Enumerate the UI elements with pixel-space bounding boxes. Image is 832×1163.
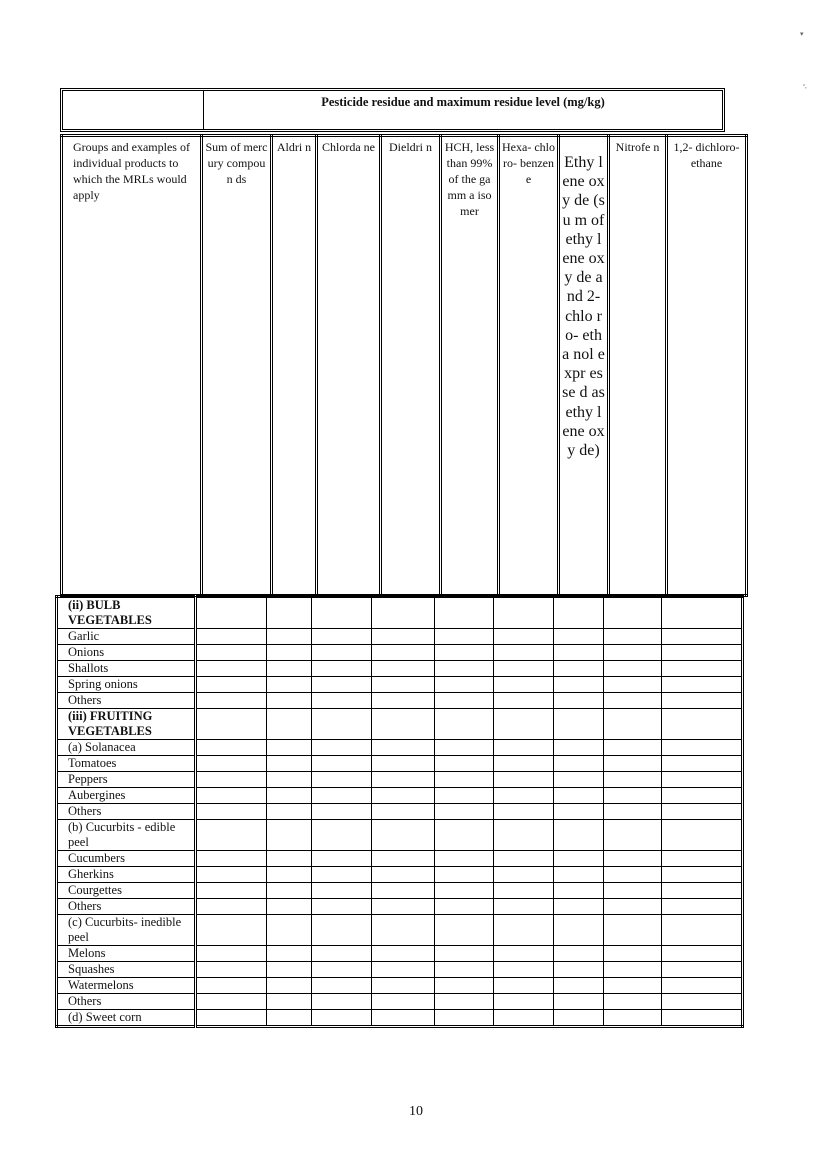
product-label: Gherkins <box>57 867 196 883</box>
residue-cell <box>267 661 312 677</box>
residue-cell <box>604 978 662 994</box>
residue-cell <box>662 740 743 756</box>
residue-cell <box>267 851 312 867</box>
table-row <box>57 978 743 994</box>
residue-cell <box>312 740 372 756</box>
residue-cell <box>267 946 312 962</box>
product-label: (b) Cucurbits - edible peel <box>57 820 196 851</box>
residue-cell <box>312 804 372 820</box>
residue-cell <box>435 645 494 661</box>
residue-cell <box>494 661 554 677</box>
residue-cell <box>372 709 435 740</box>
residue-cell <box>554 597 604 629</box>
residue-cell <box>604 740 662 756</box>
residue-cell <box>267 709 312 740</box>
table-row <box>57 709 743 740</box>
residue-cell <box>196 693 267 709</box>
residue-cell <box>312 867 372 883</box>
residue-cell <box>196 899 267 915</box>
residue-cell <box>662 867 743 883</box>
residue-cell <box>554 1010 604 1027</box>
table-row <box>57 740 743 756</box>
residue-cell <box>662 693 743 709</box>
residue-cell <box>196 820 267 851</box>
residue-cell <box>267 804 312 820</box>
residue-cell <box>662 756 743 772</box>
residue-cell <box>662 883 743 899</box>
residue-cell <box>372 820 435 851</box>
product-label: Others <box>57 693 196 709</box>
product-label: Others <box>57 899 196 915</box>
residue-cell <box>554 899 604 915</box>
residue-cell <box>662 978 743 994</box>
residue-cell <box>604 597 662 629</box>
residue-cell <box>435 899 494 915</box>
residue-cell <box>267 1010 312 1027</box>
residue-cell <box>494 962 554 978</box>
residue-cell <box>662 899 743 915</box>
table-row <box>57 851 743 867</box>
residue-cell <box>494 946 554 962</box>
residue-cell <box>196 788 267 804</box>
residue-cell <box>662 804 743 820</box>
residue-cell <box>494 804 554 820</box>
product-label: (d) Sweet corn <box>57 1010 196 1027</box>
residue-cell <box>196 851 267 867</box>
residue-cell <box>662 661 743 677</box>
residue-cell <box>196 756 267 772</box>
residue-cell <box>312 915 372 946</box>
table-row <box>57 629 743 645</box>
residue-cell <box>604 883 662 899</box>
residue-cell <box>554 851 604 867</box>
residue-cell <box>196 883 267 899</box>
residue-cell <box>196 629 267 645</box>
residue-cell <box>662 677 743 693</box>
residue-cell <box>435 709 494 740</box>
residue-cell <box>662 597 743 629</box>
residue-cell <box>604 629 662 645</box>
residue-cell <box>494 597 554 629</box>
column-header-groups: Groups and examples of individual products to which the MRLs would apply <box>62 136 202 596</box>
residue-cell <box>435 772 494 788</box>
residue-cell <box>372 629 435 645</box>
residue-cell <box>372 915 435 946</box>
residue-cell <box>312 693 372 709</box>
table-row <box>57 899 743 915</box>
residue-cell <box>312 772 372 788</box>
residue-cell <box>554 867 604 883</box>
residue-cell <box>372 978 435 994</box>
residue-cell <box>435 883 494 899</box>
table-row <box>57 756 743 772</box>
table-row <box>57 661 743 677</box>
residue-cell <box>312 962 372 978</box>
residue-cell <box>312 978 372 994</box>
residue-cell <box>312 820 372 851</box>
residue-cell <box>554 994 604 1010</box>
residue-cell <box>494 851 554 867</box>
residue-cell <box>554 883 604 899</box>
residue-cell <box>494 772 554 788</box>
residue-cell <box>435 820 494 851</box>
residue-table <box>55 595 744 1028</box>
residue-cell <box>604 820 662 851</box>
residue-cell <box>435 804 494 820</box>
title-table <box>60 88 725 132</box>
residue-cell <box>435 978 494 994</box>
residue-cell <box>312 899 372 915</box>
product-label: Melons <box>57 946 196 962</box>
scan-mark: ▾ <box>800 30 804 38</box>
residue-cell <box>312 629 372 645</box>
residue-cell <box>554 709 604 740</box>
table-row <box>57 962 743 978</box>
table-row <box>57 1010 743 1027</box>
residue-cell <box>604 645 662 661</box>
title-blank-cell <box>63 91 204 129</box>
residue-cell <box>372 645 435 661</box>
residue-cell <box>604 915 662 946</box>
column-header-chlordane: Chlorda ne <box>317 136 381 596</box>
group-heading: (ii) BULB VEGETABLES <box>57 597 196 629</box>
residue-cell <box>554 772 604 788</box>
residue-cell <box>435 756 494 772</box>
residue-cell <box>312 851 372 867</box>
residue-cell <box>312 883 372 899</box>
product-label: (c) Cucurbits- inedible peel <box>57 915 196 946</box>
column-header-mercury: Sum of mercury compoun ds <box>202 136 272 596</box>
residue-cell <box>267 677 312 693</box>
residue-cell <box>494 788 554 804</box>
residue-cell <box>662 820 743 851</box>
column-header-ethylene-oxide: Ethy lene oxy de (su m of ethy lene oxy de and 2- chlo ro- etha nol expr esse d as ethy lene oxy de) <box>559 136 609 596</box>
residue-cell <box>372 883 435 899</box>
residue-cell <box>312 709 372 740</box>
residue-cell <box>604 1010 662 1027</box>
residue-cell <box>604 867 662 883</box>
residue-cell <box>435 788 494 804</box>
residue-cell <box>435 661 494 677</box>
residue-cell <box>662 1010 743 1027</box>
residue-cell <box>554 804 604 820</box>
residue-cell <box>662 851 743 867</box>
column-header-nitrofen: Nitrofe n <box>609 136 667 596</box>
residue-cell <box>372 899 435 915</box>
group-heading: (iii) FRUITING VEGETABLES <box>57 709 196 740</box>
residue-cell <box>435 1010 494 1027</box>
residue-cell <box>372 1010 435 1027</box>
residue-cell <box>604 772 662 788</box>
residue-cell <box>267 883 312 899</box>
residue-cell <box>435 677 494 693</box>
residue-cell <box>196 645 267 661</box>
residue-cell <box>554 693 604 709</box>
scan-mark: ᵒ, <box>803 82 807 90</box>
product-label: Shallots <box>57 661 196 677</box>
product-label: Peppers <box>57 772 196 788</box>
residue-cell <box>435 740 494 756</box>
table-row <box>57 645 743 661</box>
column-header-hexachlorobenzene: Hexa- chloro- benzen e <box>499 136 559 596</box>
residue-cell <box>267 629 312 645</box>
residue-cell <box>372 756 435 772</box>
product-label: Others <box>57 804 196 820</box>
table-row <box>57 883 743 899</box>
residue-cell <box>435 693 494 709</box>
residue-cell <box>554 962 604 978</box>
residue-cell <box>604 661 662 677</box>
residue-cell <box>196 804 267 820</box>
product-label: Cucumbers <box>57 851 196 867</box>
column-header-dieldrin: Dieldri n <box>381 136 441 596</box>
column-header-dichloroethane: 1,2- dichloro- ethane <box>667 136 747 596</box>
column-header-aldrin: Aldri n <box>272 136 317 596</box>
residue-cell <box>662 788 743 804</box>
residue-cell <box>312 994 372 1010</box>
residue-cell <box>604 756 662 772</box>
residue-cell <box>267 645 312 661</box>
table-row <box>57 788 743 804</box>
residue-cell <box>372 962 435 978</box>
residue-cell <box>494 709 554 740</box>
product-label: Spring onions <box>57 677 196 693</box>
residue-cell <box>554 978 604 994</box>
page-number: 10 <box>409 1104 423 1119</box>
residue-cell <box>435 962 494 978</box>
residue-cell <box>554 645 604 661</box>
residue-cell <box>662 772 743 788</box>
residue-cell <box>312 677 372 693</box>
residue-cell <box>196 709 267 740</box>
residue-cell <box>267 867 312 883</box>
product-label: Squashes <box>57 962 196 978</box>
residue-cell <box>196 946 267 962</box>
residue-cell <box>494 693 554 709</box>
residue-cell <box>494 994 554 1010</box>
residue-cell <box>435 597 494 629</box>
residue-cell <box>267 962 312 978</box>
residue-cell <box>662 962 743 978</box>
residue-cell <box>196 677 267 693</box>
residue-cell <box>372 677 435 693</box>
residue-cell <box>494 820 554 851</box>
residue-cell <box>267 899 312 915</box>
product-label: Onions <box>57 645 196 661</box>
residue-cell <box>604 851 662 867</box>
residue-cell <box>554 915 604 946</box>
residue-cell <box>196 867 267 883</box>
table-row <box>57 597 743 629</box>
residue-cell <box>494 756 554 772</box>
residue-cell <box>196 597 267 629</box>
residue-cell <box>196 1010 267 1027</box>
residue-cell <box>372 661 435 677</box>
residue-cell <box>554 677 604 693</box>
residue-cell <box>554 946 604 962</box>
residue-cell <box>662 994 743 1010</box>
residue-cell <box>196 915 267 946</box>
table-row <box>57 915 743 946</box>
residue-cell <box>372 693 435 709</box>
residue-cell <box>494 867 554 883</box>
residue-cell <box>196 661 267 677</box>
residue-cell <box>372 740 435 756</box>
residue-cell <box>554 629 604 645</box>
residue-cell <box>494 978 554 994</box>
residue-cell <box>372 851 435 867</box>
residue-cell <box>662 629 743 645</box>
residue-cell <box>494 899 554 915</box>
residue-cell <box>267 756 312 772</box>
table-row <box>57 946 743 962</box>
residue-cell <box>494 677 554 693</box>
product-label: Garlic <box>57 629 196 645</box>
residue-cell <box>312 597 372 629</box>
table-row <box>57 677 743 693</box>
residue-cell <box>267 740 312 756</box>
residue-cell <box>554 756 604 772</box>
residue-cell <box>312 946 372 962</box>
column-header-hch: HCH, less than 99% of the gamm a isomer <box>441 136 499 596</box>
residue-cell <box>604 962 662 978</box>
product-label: Courgettes <box>57 883 196 899</box>
residue-cell <box>267 994 312 1010</box>
residue-cell <box>662 709 743 740</box>
residue-cell <box>196 772 267 788</box>
residue-cell <box>372 772 435 788</box>
residue-cell <box>494 1010 554 1027</box>
product-label: (a) Solanacea <box>57 740 196 756</box>
residue-cell <box>267 820 312 851</box>
residue-cell <box>435 867 494 883</box>
residue-cell <box>554 661 604 677</box>
residue-cell <box>604 693 662 709</box>
residue-cell <box>554 740 604 756</box>
residue-cell <box>604 804 662 820</box>
residue-cell <box>435 851 494 867</box>
table-row <box>57 994 743 1010</box>
residue-cell <box>372 994 435 1010</box>
residue-cell <box>662 946 743 962</box>
product-label: Others <box>57 994 196 1010</box>
residue-cell <box>312 645 372 661</box>
table-row <box>57 804 743 820</box>
residue-cell <box>196 978 267 994</box>
residue-cell <box>372 804 435 820</box>
residue-cell <box>267 772 312 788</box>
residue-cell <box>494 915 554 946</box>
residue-cell <box>372 597 435 629</box>
table-row <box>57 867 743 883</box>
residue-cell <box>494 645 554 661</box>
table-title: Pesticide residue and maximum residue level (mg/kg) <box>321 95 605 109</box>
residue-cell <box>196 994 267 1010</box>
residue-cell <box>267 597 312 629</box>
residue-cell <box>662 915 743 946</box>
residue-cell <box>312 1010 372 1027</box>
residue-cell <box>435 629 494 645</box>
residue-cell <box>312 788 372 804</box>
residue-cell <box>196 962 267 978</box>
residue-cell <box>312 661 372 677</box>
residue-cell <box>662 645 743 661</box>
residue-cell <box>604 788 662 804</box>
table-row <box>57 820 743 851</box>
residue-cell <box>494 883 554 899</box>
product-label: Aubergines <box>57 788 196 804</box>
residue-cell <box>554 788 604 804</box>
residue-cell <box>604 994 662 1010</box>
residue-cell <box>312 756 372 772</box>
header-table <box>60 134 748 597</box>
residue-cell <box>494 629 554 645</box>
residue-cell <box>604 709 662 740</box>
residue-cell <box>494 740 554 756</box>
residue-cell <box>372 788 435 804</box>
table-row <box>57 772 743 788</box>
product-label: Watermelons <box>57 978 196 994</box>
residue-cell <box>372 867 435 883</box>
residue-cell <box>604 899 662 915</box>
residue-cell <box>604 946 662 962</box>
residue-cell <box>435 994 494 1010</box>
residue-cell <box>604 677 662 693</box>
residue-cell <box>435 915 494 946</box>
residue-cell <box>267 978 312 994</box>
residue-cell <box>267 915 312 946</box>
residue-cell <box>372 946 435 962</box>
residue-cell <box>267 788 312 804</box>
table-row <box>57 693 743 709</box>
residue-cell <box>554 820 604 851</box>
product-label: Tomatoes <box>57 756 196 772</box>
residue-cell <box>267 693 312 709</box>
residue-cell <box>196 740 267 756</box>
residue-cell <box>435 946 494 962</box>
